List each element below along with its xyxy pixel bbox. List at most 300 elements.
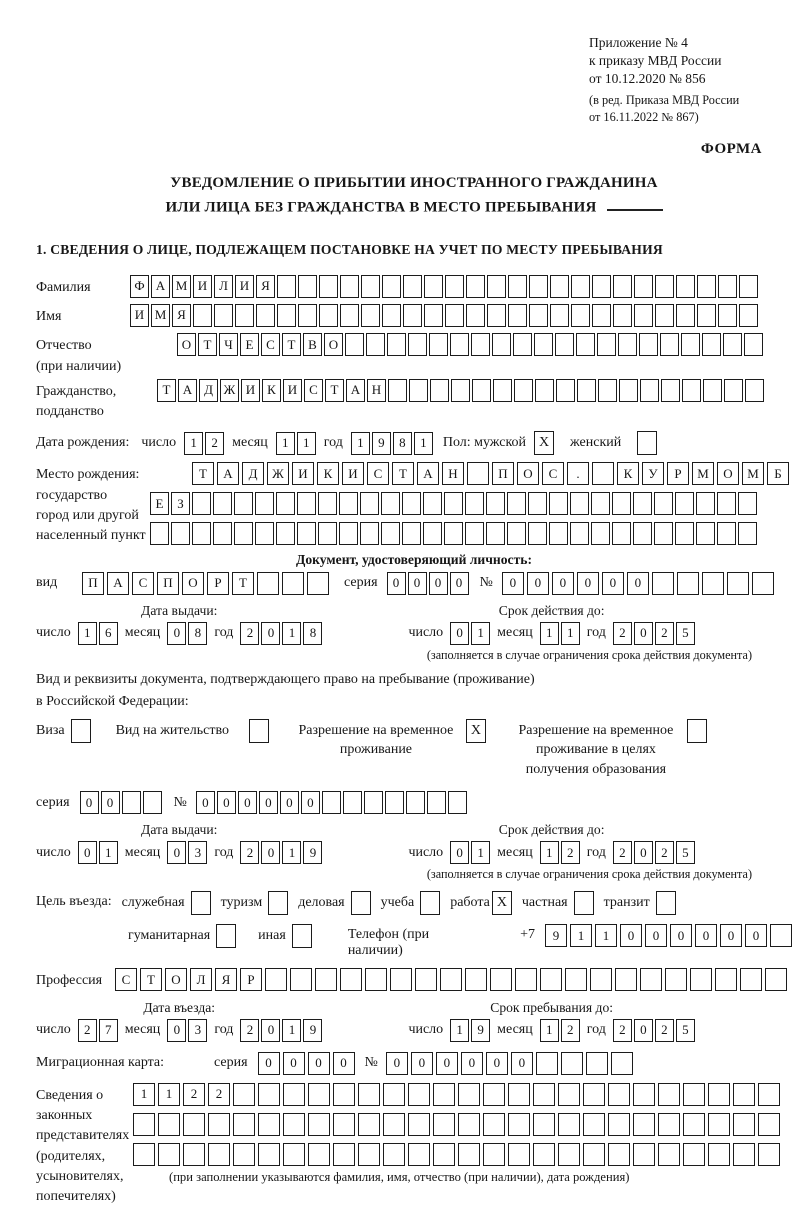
visa-option xyxy=(36,719,91,743)
issue-date-header: Дата выдачи: xyxy=(141,602,218,618)
char-cell xyxy=(409,379,428,402)
char-cell xyxy=(315,968,337,991)
representatives-label: Сведения о законных представителях (родителях, усыновителях, попечителях) xyxy=(36,1087,130,1205)
char-cell xyxy=(697,275,716,298)
day-label: число xyxy=(408,625,444,641)
char-cell xyxy=(592,275,611,298)
expiry-date-header: Срок действия до: xyxy=(498,602,605,618)
char-cell: 7 xyxy=(99,1019,118,1042)
residence-expiry-group xyxy=(408,822,694,864)
char-cell: Т xyxy=(282,333,301,356)
birth-day-cells xyxy=(184,432,224,455)
year-label: год xyxy=(586,625,606,641)
char-cell: 1 xyxy=(351,432,370,455)
char-cell xyxy=(533,1143,555,1166)
residence-issue-year-cells xyxy=(240,841,322,864)
char-cell xyxy=(158,1113,180,1136)
representatives-cells-2 xyxy=(133,1113,780,1136)
char-cell xyxy=(708,1113,730,1136)
purpose-row1 xyxy=(36,891,792,915)
char-cell: 0 xyxy=(577,572,599,595)
char-cell xyxy=(361,275,380,298)
char-cell xyxy=(640,379,659,402)
char-cell: 0 xyxy=(670,924,692,947)
char-cell xyxy=(508,275,527,298)
residence-issue-group xyxy=(36,822,322,864)
char-cell xyxy=(508,1143,530,1166)
residence-doc-intro1: Вид и реквизиты документа, подтверждающего право на пребывание (проживание) xyxy=(36,671,535,687)
char-cell xyxy=(358,1143,380,1166)
residence-permit-option xyxy=(116,719,269,743)
char-cell xyxy=(633,522,652,545)
char-cell xyxy=(381,522,400,545)
char-cell xyxy=(233,1083,255,1106)
purpose-study: учеба xyxy=(381,891,441,915)
purpose-other-checkbox xyxy=(292,924,312,948)
purpose-official: служебная xyxy=(122,891,211,915)
char-cell: О xyxy=(182,572,204,595)
char-cell xyxy=(708,1083,730,1106)
phone-label: Телефон (при наличии) xyxy=(347,927,430,959)
char-cell: 3 xyxy=(188,841,207,864)
char-cell: 1 xyxy=(282,1019,301,1042)
char-cell: Я xyxy=(256,275,275,298)
given-name-row xyxy=(36,304,792,327)
day-label: число xyxy=(36,1022,71,1038)
char-cell xyxy=(758,1113,780,1136)
char-cell xyxy=(486,492,505,515)
residence-number-label: № xyxy=(173,794,187,810)
char-cell xyxy=(696,492,715,515)
identity-series-label: серия xyxy=(344,575,378,591)
residence-permit-label: Вид на жительство xyxy=(115,722,229,738)
char-cell xyxy=(655,275,674,298)
identity-series-cells xyxy=(387,572,469,595)
char-cell xyxy=(550,304,569,327)
citizenship-cells xyxy=(157,379,764,402)
char-cell xyxy=(556,379,575,402)
char-cell xyxy=(549,492,568,515)
char-cell: И xyxy=(130,304,149,327)
migration-number-cells xyxy=(386,1052,633,1075)
purpose-study-checkbox xyxy=(420,891,440,915)
char-cell xyxy=(718,275,737,298)
char-cell: 0 xyxy=(101,791,120,814)
char-cell: Т xyxy=(392,462,414,485)
temp-residence-option xyxy=(292,719,486,760)
char-cell: 1 xyxy=(158,1083,180,1106)
char-cell: Д xyxy=(242,462,264,485)
char-cell: А xyxy=(217,462,239,485)
purpose-official-checkbox xyxy=(191,891,211,915)
year-label: год xyxy=(586,1022,606,1038)
char-cell xyxy=(677,572,699,595)
char-cell: И xyxy=(241,379,260,402)
sex-male-label: Пол: мужской xyxy=(442,435,527,451)
char-cell xyxy=(387,333,406,356)
char-cell xyxy=(381,492,400,515)
char-cell xyxy=(612,522,631,545)
char-cell xyxy=(558,1143,580,1166)
char-cell xyxy=(150,522,169,545)
char-cell xyxy=(340,275,359,298)
char-cell xyxy=(633,492,652,515)
char-cell: М xyxy=(172,275,191,298)
char-cell xyxy=(445,304,464,327)
char-cell: 0 xyxy=(634,841,653,864)
char-cell xyxy=(255,492,274,515)
char-cell xyxy=(277,275,296,298)
char-cell xyxy=(297,492,316,515)
char-cell: З xyxy=(171,492,190,515)
char-cell xyxy=(633,1083,655,1106)
char-cell xyxy=(533,1113,555,1136)
identity-expiry-group xyxy=(408,603,694,645)
char-cell xyxy=(540,968,562,991)
char-cell xyxy=(561,1052,583,1075)
char-cell: 1 xyxy=(282,622,301,645)
char-cell: Л xyxy=(190,968,212,991)
title-blank-underline xyxy=(607,195,663,211)
char-cell: 0 xyxy=(620,924,642,947)
char-cell: 0 xyxy=(78,841,97,864)
char-cell: М xyxy=(692,462,714,485)
char-cell xyxy=(717,522,736,545)
residence-doc-series-row xyxy=(36,791,792,814)
char-cell xyxy=(618,333,637,356)
char-cell xyxy=(571,304,590,327)
entry-date-header: Дата въезда: xyxy=(143,999,216,1015)
char-cell xyxy=(683,1113,705,1136)
char-cell: 0 xyxy=(695,924,717,947)
month-label: месяц xyxy=(124,844,161,860)
char-cell: 2 xyxy=(240,622,259,645)
char-cell xyxy=(508,304,527,327)
char-cell: 2 xyxy=(240,841,259,864)
char-cell: 1 xyxy=(595,924,617,947)
char-cell: 0 xyxy=(450,841,469,864)
char-cell xyxy=(583,1143,605,1166)
char-cell: 1 xyxy=(78,622,97,645)
char-cell xyxy=(591,522,610,545)
char-cell xyxy=(388,379,407,402)
char-cell: 2 xyxy=(561,1019,580,1042)
char-cell xyxy=(682,379,701,402)
char-cell xyxy=(592,462,614,485)
identity-kind-label: вид xyxy=(36,574,58,590)
char-cell: С xyxy=(261,333,280,356)
char-cell: К xyxy=(317,462,339,485)
char-cell xyxy=(406,791,425,814)
identity-issue-month-cells xyxy=(167,622,207,645)
char-cell xyxy=(208,1143,230,1166)
char-cell xyxy=(298,304,317,327)
char-cell xyxy=(277,304,296,327)
char-cell xyxy=(745,379,764,402)
expiry-date-header: Срок действия до: xyxy=(498,822,605,838)
char-cell xyxy=(297,522,316,545)
char-cell: 2 xyxy=(240,1019,259,1042)
char-cell: 2 xyxy=(613,622,632,645)
purpose-tourism-checkbox xyxy=(268,891,288,915)
representatives-cells-3 xyxy=(133,1143,780,1166)
char-cell xyxy=(283,1083,305,1106)
char-cell xyxy=(723,333,742,356)
appendix-line: от 10.12.2020 № 856 xyxy=(589,70,706,86)
birth-year-cells xyxy=(351,432,433,455)
char-cell xyxy=(613,304,632,327)
char-cell: 0 xyxy=(333,1052,355,1075)
char-cell: 2 xyxy=(183,1083,205,1106)
char-cell xyxy=(658,1113,680,1136)
char-cell xyxy=(234,492,253,515)
char-cell xyxy=(233,1113,255,1136)
char-cell xyxy=(555,333,574,356)
char-cell: Б xyxy=(767,462,789,485)
char-cell: 0 xyxy=(308,1052,330,1075)
char-cell: 0 xyxy=(259,791,278,814)
char-cell xyxy=(611,1052,633,1075)
day-label: число xyxy=(141,435,177,451)
char-cell xyxy=(675,492,694,515)
representatives-row3 xyxy=(133,1143,780,1166)
representatives-rows xyxy=(133,1083,780,1185)
char-cell: Я xyxy=(215,968,237,991)
char-cell: Р xyxy=(667,462,689,485)
visa-checkbox xyxy=(71,719,91,743)
char-cell: 0 xyxy=(436,1052,458,1075)
char-cell xyxy=(724,379,743,402)
char-cell xyxy=(733,1143,755,1166)
char-cell xyxy=(655,304,674,327)
entry-dates xyxy=(36,1000,792,1042)
char-cell xyxy=(383,1113,405,1136)
char-cell xyxy=(708,1143,730,1166)
char-cell: И xyxy=(235,275,254,298)
char-cell xyxy=(652,572,674,595)
identity-issue-group xyxy=(36,603,322,645)
char-cell xyxy=(183,1113,205,1136)
char-cell xyxy=(608,1083,630,1106)
char-cell xyxy=(402,492,421,515)
purpose-other: иная xyxy=(258,924,312,948)
char-cell: Е xyxy=(150,492,169,515)
char-cell xyxy=(319,275,338,298)
char-cell: Д xyxy=(199,379,218,402)
char-cell xyxy=(440,968,462,991)
birth-place-row1 xyxy=(192,462,789,485)
char-cell: С xyxy=(367,462,389,485)
char-cell xyxy=(697,304,716,327)
char-cell xyxy=(424,304,443,327)
surname-cells xyxy=(130,275,758,298)
char-cell: 8 xyxy=(393,432,412,455)
char-cell: 0 xyxy=(80,791,99,814)
char-cell: 8 xyxy=(303,622,322,645)
char-cell xyxy=(318,522,337,545)
patronymic-cells xyxy=(177,333,763,356)
char-cell xyxy=(308,1113,330,1136)
char-cell xyxy=(493,379,512,402)
char-cell xyxy=(257,572,279,595)
char-cell xyxy=(308,1083,330,1106)
char-cell xyxy=(133,1113,155,1136)
char-cell: А xyxy=(346,379,365,402)
char-cell xyxy=(408,333,427,356)
char-cell xyxy=(403,275,422,298)
char-cell: 1 xyxy=(561,622,580,645)
char-cell: 0 xyxy=(217,791,236,814)
char-cell xyxy=(492,333,511,356)
char-cell: 5 xyxy=(676,841,695,864)
char-cell xyxy=(758,1143,780,1166)
char-cell xyxy=(675,522,694,545)
char-cell xyxy=(235,304,254,327)
char-cell xyxy=(283,1113,305,1136)
birth-place-rows xyxy=(150,462,789,545)
char-cell xyxy=(465,492,484,515)
char-cell xyxy=(233,1143,255,1166)
char-cell xyxy=(343,791,362,814)
char-cell xyxy=(533,1083,555,1106)
purpose-row2 xyxy=(128,924,792,959)
temp-residence-edu-checkbox xyxy=(687,719,707,743)
purpose-business: деловая xyxy=(298,891,370,915)
char-cell xyxy=(536,1052,558,1075)
char-cell: О xyxy=(517,462,539,485)
month-label: месяц xyxy=(497,1022,533,1038)
char-cell xyxy=(558,1083,580,1106)
char-cell xyxy=(608,1143,630,1166)
char-cell: 0 xyxy=(720,924,742,947)
char-cell xyxy=(192,492,211,515)
char-cell xyxy=(613,275,632,298)
year-label: год xyxy=(323,435,343,451)
char-cell xyxy=(333,1143,355,1166)
char-cell xyxy=(366,333,385,356)
char-cell xyxy=(598,379,617,402)
char-cell xyxy=(660,333,679,356)
migration-series-label: серия xyxy=(214,1055,248,1071)
char-cell xyxy=(433,1143,455,1166)
migration-number-label: № xyxy=(364,1055,378,1071)
residence-issue-month-cells xyxy=(167,841,207,864)
identity-issue-year-cells xyxy=(240,622,322,645)
char-cell: С xyxy=(542,462,564,485)
char-cell: 0 xyxy=(552,572,574,595)
char-cell xyxy=(508,1083,530,1106)
purpose-transit-checkbox xyxy=(656,891,676,915)
char-cell xyxy=(633,1143,655,1166)
stay-month-cells xyxy=(540,1019,580,1042)
char-cell xyxy=(467,462,489,485)
char-cell xyxy=(608,1113,630,1136)
birth-place-cells-1 xyxy=(192,462,789,485)
purpose-humanitarian-checkbox xyxy=(216,924,236,948)
char-cell: 2 xyxy=(655,622,674,645)
char-cell: Р xyxy=(207,572,229,595)
char-cell xyxy=(360,522,379,545)
char-cell xyxy=(661,379,680,402)
char-cell xyxy=(717,492,736,515)
char-cell: Т xyxy=(325,379,344,402)
char-cell xyxy=(450,333,469,356)
identity-doc-kind-row xyxy=(36,572,792,595)
char-cell xyxy=(322,791,341,814)
char-cell: 2 xyxy=(655,841,674,864)
char-cell xyxy=(458,1083,480,1106)
char-cell: 0 xyxy=(238,791,257,814)
residence-series-cells xyxy=(80,791,162,814)
char-cell xyxy=(571,275,590,298)
char-cell: С xyxy=(132,572,154,595)
section1-heading: 1. СВЕДЕНИЯ О ЛИЦЕ, ПОДЛЕЖАЩЕМ ПОСТАНОВКЕ НА УЧЕТ ПО МЕСТУ ПРЕБЫВАНИЯ xyxy=(36,241,663,257)
char-cell xyxy=(339,522,358,545)
char-cell: М xyxy=(742,462,764,485)
form-label: ФОРМА xyxy=(700,140,762,157)
char-cell xyxy=(307,572,329,595)
char-cell: 1 xyxy=(99,841,118,864)
char-cell xyxy=(597,333,616,356)
char-cell xyxy=(715,968,737,991)
birth-month-cells xyxy=(276,432,316,455)
char-cell xyxy=(444,492,463,515)
char-cell: Т xyxy=(140,968,162,991)
entry-day-cells xyxy=(78,1019,118,1042)
char-cell: 2 xyxy=(205,432,224,455)
char-cell xyxy=(583,1113,605,1136)
month-label: месяц xyxy=(497,625,533,641)
char-cell xyxy=(654,522,673,545)
sex-female-label: женский xyxy=(570,435,622,451)
char-cell: 1 xyxy=(276,432,295,455)
char-cell: 1 xyxy=(540,841,559,864)
purpose-work-checkbox: X xyxy=(492,891,512,915)
char-cell xyxy=(382,275,401,298)
char-cell xyxy=(158,1143,180,1166)
char-cell: 9 xyxy=(303,841,322,864)
residence-number-cells xyxy=(196,791,467,814)
char-cell xyxy=(458,1113,480,1136)
char-cell xyxy=(433,1113,455,1136)
char-cell xyxy=(408,1143,430,1166)
identity-issue-day-cells xyxy=(78,622,118,645)
char-cell xyxy=(276,522,295,545)
char-cell xyxy=(415,968,437,991)
char-cell: 0 xyxy=(196,791,215,814)
purpose-transit: транзит xyxy=(604,891,676,915)
char-cell: О xyxy=(165,968,187,991)
issue-date-header: Дата выдачи: xyxy=(141,822,218,838)
identity-kind-cells xyxy=(82,572,329,595)
char-cell xyxy=(738,522,757,545)
char-cell xyxy=(458,1143,480,1166)
year-label: год xyxy=(214,844,234,860)
char-cell xyxy=(390,968,412,991)
birth-place-row3 xyxy=(150,522,789,545)
char-cell xyxy=(319,304,338,327)
char-cell xyxy=(208,1113,230,1136)
day-label: число xyxy=(36,625,71,641)
purpose-label: Цель въезда: xyxy=(36,894,112,910)
birth-date-row xyxy=(36,431,792,455)
char-cell xyxy=(738,492,757,515)
char-cell: 3 xyxy=(188,1019,207,1042)
char-cell: 0 xyxy=(645,924,667,947)
form-title-line1: УВЕДОМЛЕНИЕ О ПРИБЫТИИ ИНОСТРАННОГО ГРАЖДАНИНА xyxy=(170,174,658,191)
sex-female-checkbox xyxy=(637,431,657,455)
char-cell: А xyxy=(151,275,170,298)
